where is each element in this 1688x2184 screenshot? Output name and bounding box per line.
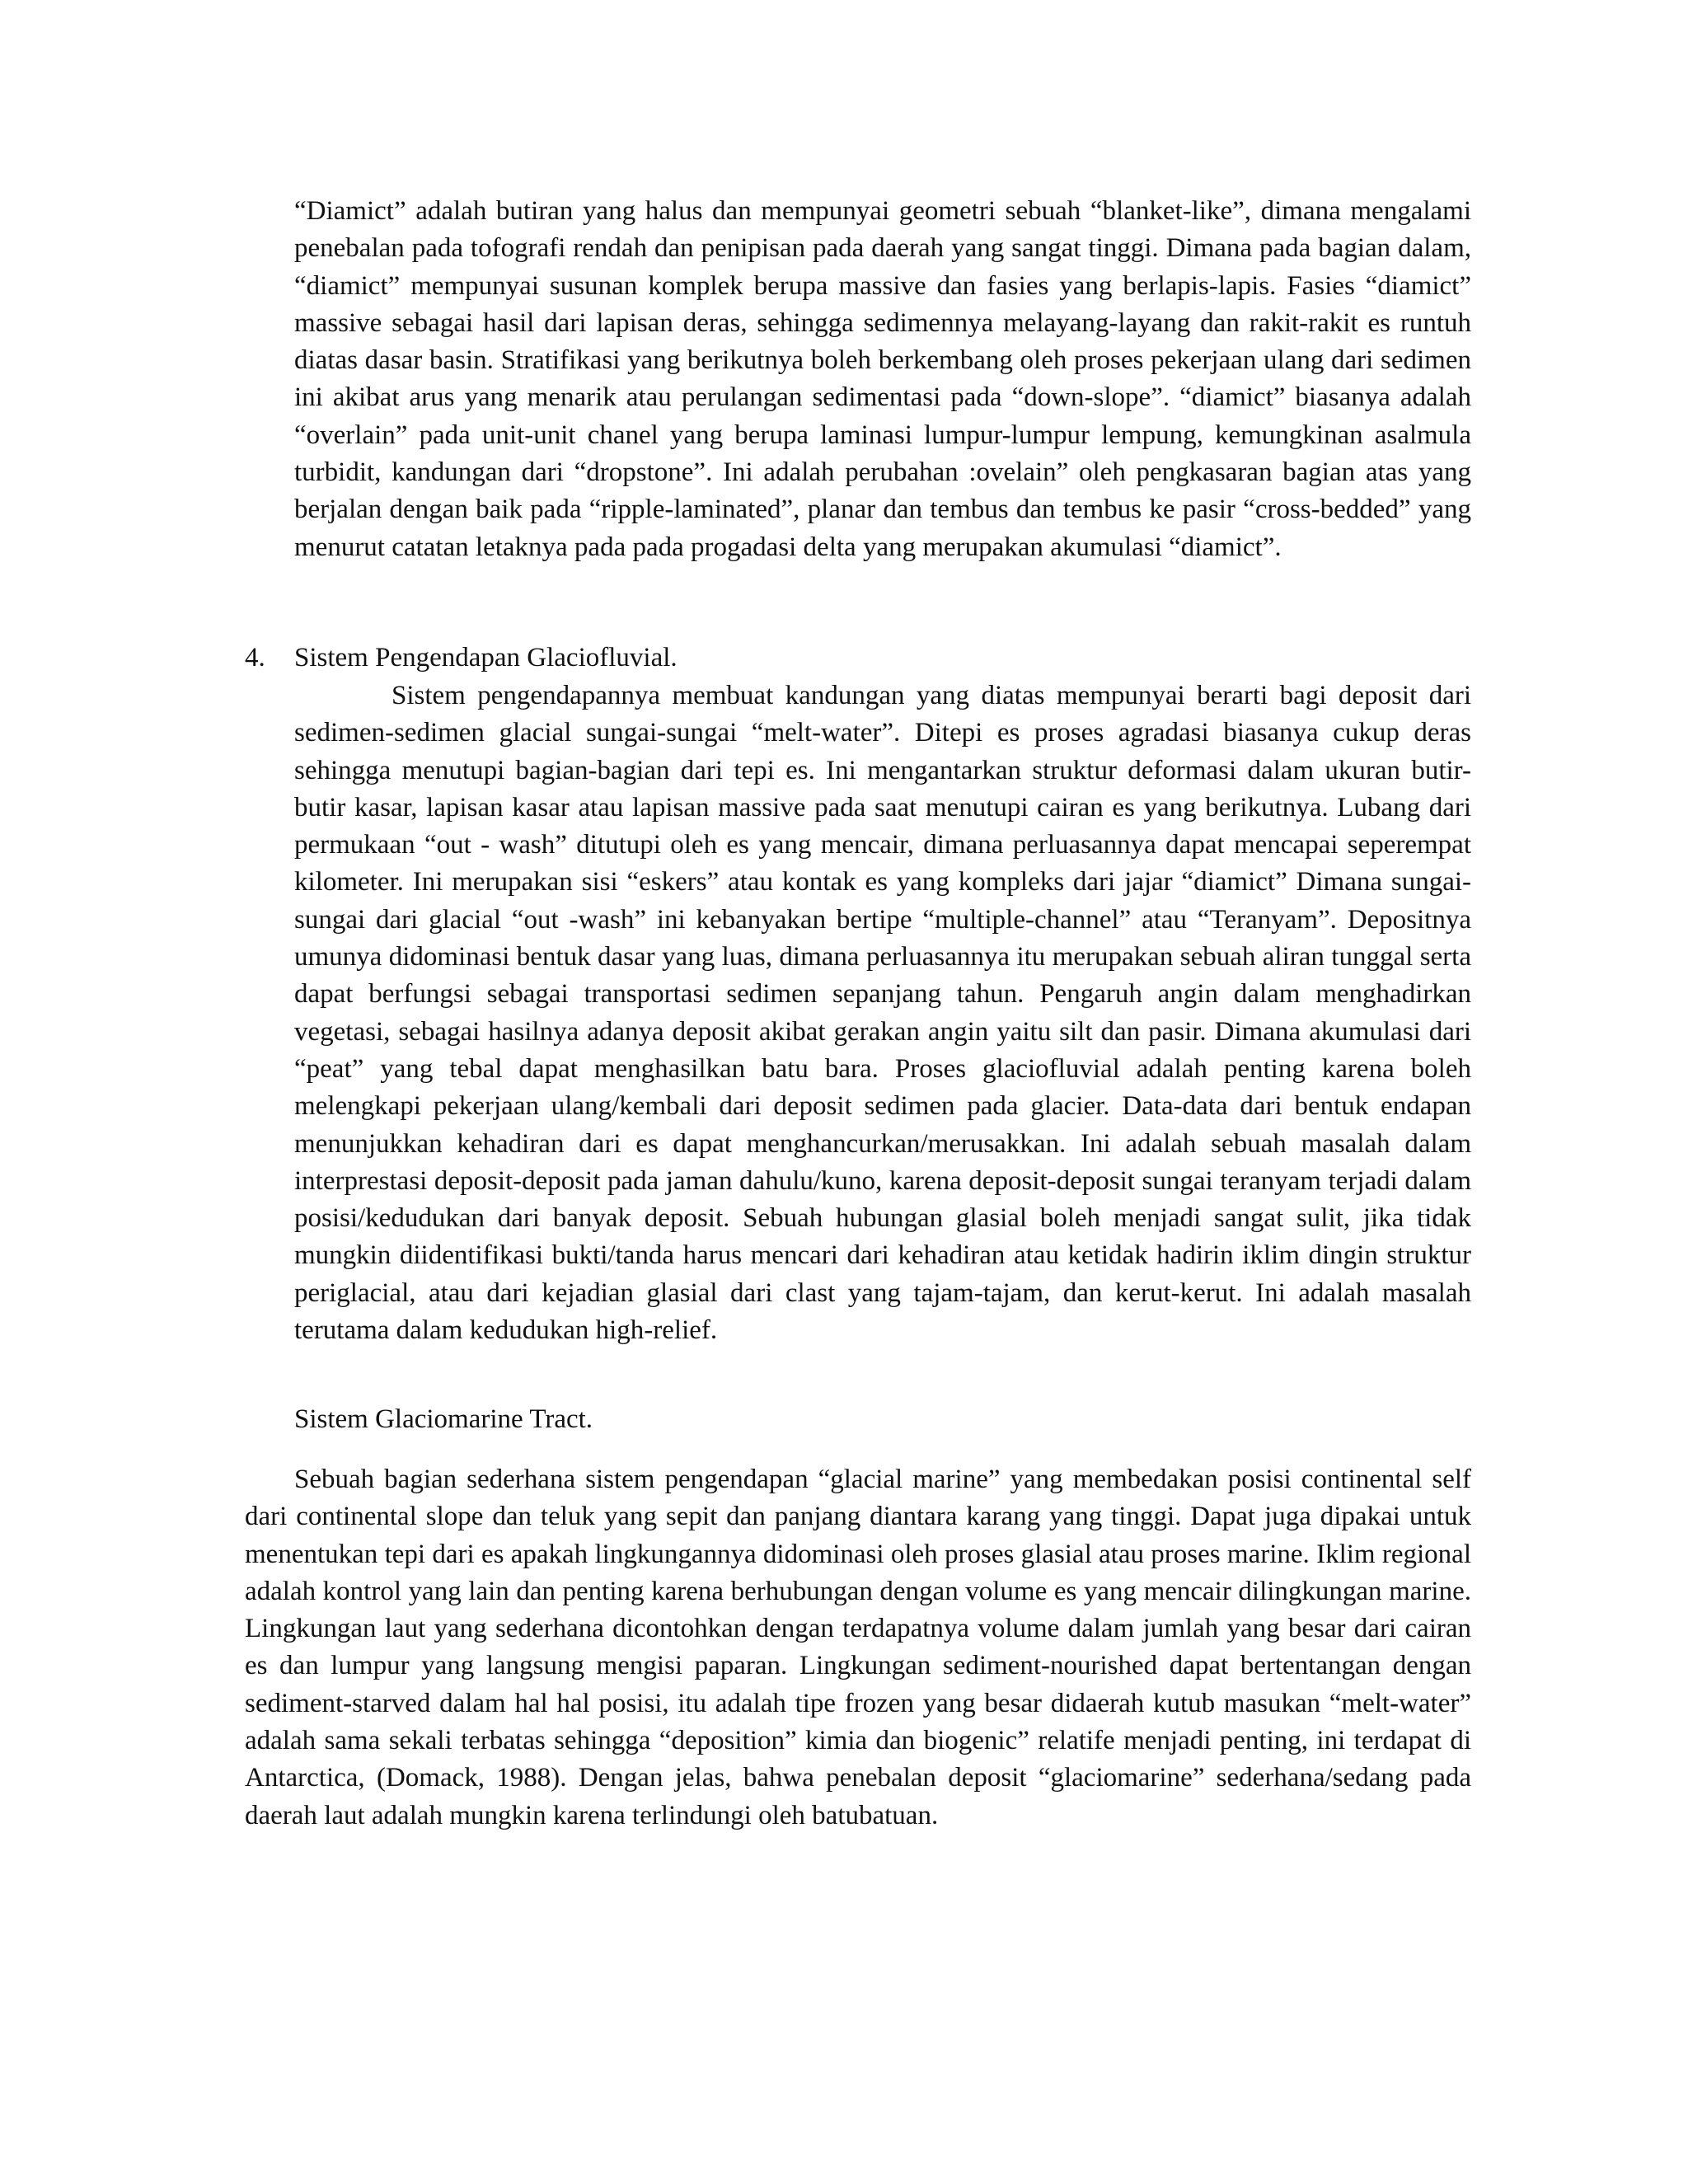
paragraph-glaciofluvial: Sistem pengendapannya membuat kandungan yang diatas mempunyai berarti bagi deposit dari sedimen-sedimen glacial sungai-sungai “melt-water”. Ditepi es proses agradasi biasanya cukup deras sehingga menutupi bagian-bagian dari tepi es. Ini mengantarkan struktur deformasi dalam ukuran butir-butir kasar, lapisan kasar atau lapisan massive pada saat menutupi cairan es yang berikutnya. Lubang dari permukaan “out - wash” ditutupi oleh es yang mencair, dimana perluasannya dapat mencapai seperempat kilometer. Ini merupakan sisi “eskers” atau kontak es yang kompleks dari jajar “diamict” Dimana sungai-sungai dari glacial “out -wash” ini kebanyakan bertipe “multiple-channel” atau “Teranyam”. Depositnya umunya didominasi bentuk dasar yang luas, dimana perluasannya itu merupakan sebuah aliran tunggal serta dapat berfungsi sebagai transportasi sedimen sepanjang tahun. Pengaruh angin dalam menghadirkan vegetasi, sebagai hasilnya adanya deposit akibat gerakan angin yaitu silt dan pasir. Dimana akumulasi dari “peat” yang tebal dapat menghasilkan batu bara. Proses glaciofluvial adalah penting karena boleh melengkapi pekerjaan ulang/kembali dari deposit sedimen pada glacier. Data-data dari bentuk endapan menunjukkan kehadiran dari es dapat menghancurkan/merusakkan. Ini adalah sebuah masalah dalam interprestasi deposit-deposit pada jaman dahulu/kuno, karena deposit-deposit sungai teranyam terjadi dalam posisi/kedudukan dari banyak deposit. Sebuah hubungan glasial boleh menjadi sangat sulit, jika tidak mungkin diidentifikasi bukti/tanda harus mencari dari kehadiran atau ketidak hadirin iklim dingin struktur periglacial, atau dari kejadian glasial dari clast yang tajam-tajam, dan kerut-kerut. Ini adalah masalah terutama dalam kedudukan high-relief.	[294, 681, 1471, 1346]
section-number: 4.	[245, 643, 265, 673]
section-heading-glaciomarine: Sistem Glaciomarine Tract.	[294, 1404, 593, 1434]
paragraph-diamict: “Diamict” adalah butiran yang halus dan mempunyai geometri sebuah “blanket-like”, dimana mengalami penebalan pada tofografi rendah dan penipisan pada daerah yang sangat tinggi. Dimana pada bagian dalam, “diamict” mempunyai susunan komplek berupa massive dan fasies yang berlapis-lapis. Fasies “diamict” massive sebagai hasil dari lapisan deras, sehingga sedimennya melayang-layang dan rakit-rakit es runtuh diatas dasar basin. Stratifikasi yang berikutnya boleh berkembang oleh proses pekerjaan ulang dari sedimen ini akibat arus yang menarik atau perulangan sedimentasi pada “down-slope”. “diamict” biasanya adalah “overlain” pada unit-unit chanel yang berupa laminasi lumpur-lumpur lempung, kemungkinan asalmula turbidit, kandungan dari “dropstone”. Ini adalah perubahan :ovelain” oleh pengkasaran bagian atas yang berjalan dengan baik pada “ripple-laminated”, planar dan tembus dan tembus ke pasir “cross-bedded” yang menurut catatan letaknya pada pada progadasi delta yang merupakan akumulasi “diamict”.	[294, 196, 1471, 562]
section-heading-glaciofluvial: Sistem Pengendapan Glaciofluvial.	[294, 643, 678, 673]
paragraph-glaciomarine: Sebuah bagian sederhana sistem pengendapan “glacial marine” yang membedakan posisi continental self dari continental slope dan teluk yang sepit dan panjang diantara karang yang tinggi. Dapat juga dipakai untuk menentukan tepi dari es apakah lingkungannya didominasi oleh proses glasial atau proses marine. Iklim regional adalah kontrol yang lain dan penting karena berhubungan dengan volume es yang mencair dilingkungan marine. Lingkungan laut yang sederhana dicontohkan dengan terdapatnya volume dalam jumlah yang besar dari cairan es dan lumpur yang langsung mengisi paparan. Lingkungan sediment-nourished dapat bertentangan dengan sediment-starved dalam hal hal posisi, itu adalah tipe frozen yang besar didaerah kutub masukan “melt-water” adalah sama sekali terbatas sehingga “deposition” kimia dan biogenic” relatife menjadi penting, ini terdapat di Antarctica, (Domack, 1988). Dengan jelas, bahwa penebalan deposit “glaciomarine” sederhana/sedang pada daerah laut adalah mungkin karena terlindungi oleh batubatuan.	[245, 1465, 1471, 1830]
